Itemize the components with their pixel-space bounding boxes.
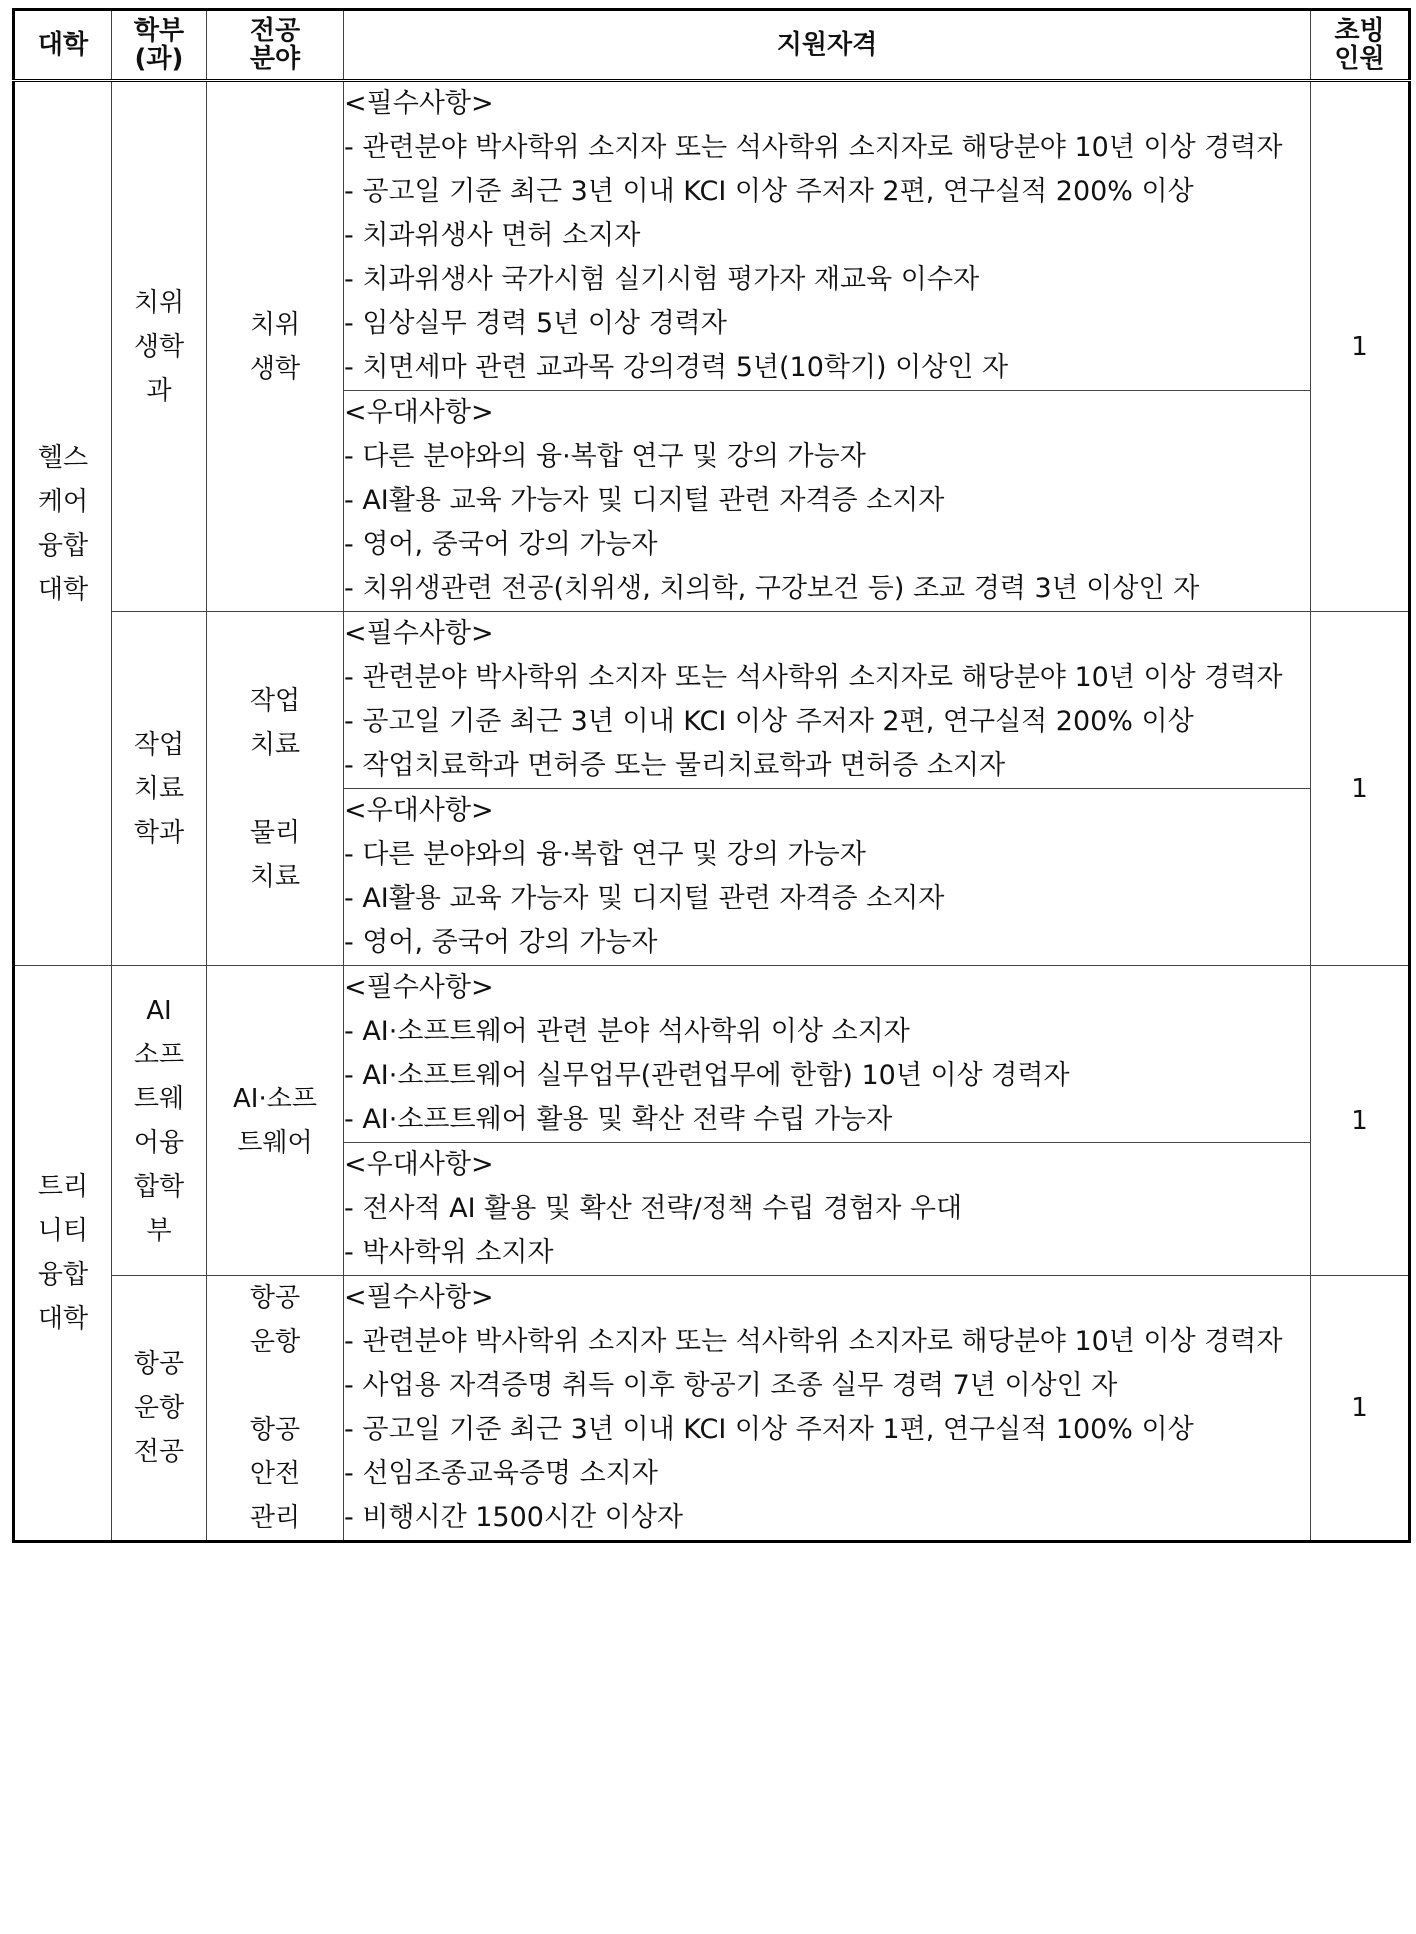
required-title: <필수사항> bbox=[344, 88, 494, 119]
required-qualifications bbox=[344, 612, 1311, 789]
header-major: 전공 분야 bbox=[207, 10, 344, 81]
major-cell: 작업 치료 물리 치료 bbox=[207, 612, 344, 966]
count-cell: 1 bbox=[1311, 81, 1410, 612]
preferred-title: <우대사항> bbox=[344, 795, 494, 826]
list-item: - 관련분야 박사학위 소지자 또는 석사학위 소지자로 해당분야 10년 이상 경력자 bbox=[344, 132, 1283, 163]
list-item: - 치위생관련 전공(치위생, 치의학, 구강보건 등) 조교 경력 3년 이상인 자 bbox=[344, 573, 1200, 604]
list-item: - 임상실무 경력 5년 이상 경력자 bbox=[344, 308, 727, 339]
list-item: - AI·소프트웨어 관련 분야 석사학위 이상 소지자 bbox=[344, 1016, 910, 1047]
list-item: - 공고일 기준 최근 3년 이내 KCI 이상 주저자 2편, 연구실적 200% 이상 bbox=[344, 176, 1194, 207]
list-item: - 영어, 중국어 강의 가능자 bbox=[344, 927, 658, 958]
required-qualifications bbox=[344, 1276, 1311, 1542]
header-count: 초빙 인원 bbox=[1311, 10, 1410, 81]
table-row bbox=[14, 612, 1410, 789]
count-cell: 1 bbox=[1311, 966, 1410, 1276]
list-item: - 관련분야 박사학위 소지자 또는 석사학위 소지자로 해당분야 10년 이상 경력자 bbox=[344, 662, 1283, 693]
count-cell: 1 bbox=[1311, 612, 1410, 966]
list-item: - 공고일 기준 최근 3년 이내 KCI 이상 주저자 2편, 연구실적 200% 이상 bbox=[344, 706, 1194, 737]
table-row bbox=[14, 1276, 1410, 1542]
list-item: - 영어, 중국어 강의 가능자 bbox=[344, 529, 658, 560]
list-item: - AI·소프트웨어 실무업무(관련업무에 한함) 10년 이상 경력자 bbox=[344, 1060, 1070, 1091]
list-item: - 치면세마 관련 교과목 강의경력 5년(10학기) 이상인 자 bbox=[344, 352, 1009, 383]
recruitment-table bbox=[12, 8, 1411, 1543]
preferred-title: <우대사항> bbox=[344, 1149, 494, 1180]
college-cell: 트리 니티 융합 대학 bbox=[14, 966, 112, 1542]
list-item: - 사업용 자격증명 취득 이후 항공기 조종 실무 경력 7년 이상인 자 bbox=[344, 1370, 1118, 1401]
dept-cell: 항공 운항 전공 bbox=[112, 1276, 207, 1542]
list-item: - 다른 분야와의 융·복합 연구 및 강의 가능자 bbox=[344, 441, 866, 472]
major-cell: 항공 운항 항공 안전 관리 bbox=[207, 1276, 344, 1542]
header-college: 대학 bbox=[14, 10, 112, 81]
header-qualification: 지원자격 bbox=[344, 10, 1311, 81]
preferred-qualifications bbox=[344, 391, 1311, 612]
required-qualifications bbox=[344, 966, 1311, 1143]
college-cell: 헬스 케어 융합 대학 bbox=[14, 81, 112, 966]
list-item: - 치과위생사 국가시험 실기시험 평가자 재교육 이수자 bbox=[344, 264, 980, 295]
dept-cell: 치위 생학 과 bbox=[112, 81, 207, 612]
header-row bbox=[14, 10, 1410, 81]
preferred-title: <우대사항> bbox=[344, 397, 494, 428]
required-title: <필수사항> bbox=[344, 972, 494, 1003]
list-item: - 치과위생사 면허 소지자 bbox=[344, 220, 641, 251]
dept-cell: 작업 치료 학과 bbox=[112, 612, 207, 966]
list-item: - 선임조종교육증명 소지자 bbox=[344, 1458, 658, 1489]
list-item: - AI활용 교육 가능자 및 디지털 관련 자격증 소지자 bbox=[344, 883, 945, 914]
list-item: - 관련분야 박사학위 소지자 또는 석사학위 소지자로 해당분야 10년 이상 경력자 bbox=[344, 1326, 1283, 1357]
list-item: - 다른 분야와의 융·복합 연구 및 강의 가능자 bbox=[344, 839, 866, 870]
required-title: <필수사항> bbox=[344, 618, 494, 649]
table-row bbox=[14, 966, 1410, 1143]
major-cell: AI·소프 트웨어 bbox=[207, 966, 344, 1276]
required-title: <필수사항> bbox=[344, 1282, 494, 1313]
table-row bbox=[14, 81, 1410, 391]
major-cell: 치위 생학 bbox=[207, 81, 344, 612]
preferred-qualifications bbox=[344, 789, 1311, 966]
list-item: - 작업치료학과 면허증 또는 물리치료학과 면허증 소지자 bbox=[344, 750, 1006, 781]
required-qualifications bbox=[344, 81, 1311, 391]
list-item: - 공고일 기준 최근 3년 이내 KCI 이상 주저자 1편, 연구실적 100% 이상 bbox=[344, 1414, 1194, 1445]
list-item: - 비행시간 1500시간 이상자 bbox=[344, 1502, 683, 1533]
preferred-qualifications bbox=[344, 1143, 1311, 1276]
list-item: - 박사학위 소지자 bbox=[344, 1237, 554, 1268]
header-dept: 학부 (과) bbox=[112, 10, 207, 81]
dept-cell: AI 소프 트웨 어융 합학 부 bbox=[112, 966, 207, 1276]
list-item: - AI·소프트웨어 활용 및 확산 전략 수립 가능자 bbox=[344, 1104, 893, 1135]
list-item: - 전사적 AI 활용 및 확산 전략/정책 수립 경험자 우대 bbox=[344, 1193, 963, 1224]
count-cell: 1 bbox=[1311, 1276, 1410, 1542]
list-item: - AI활용 교육 가능자 및 디지털 관련 자격증 소지자 bbox=[344, 485, 945, 516]
